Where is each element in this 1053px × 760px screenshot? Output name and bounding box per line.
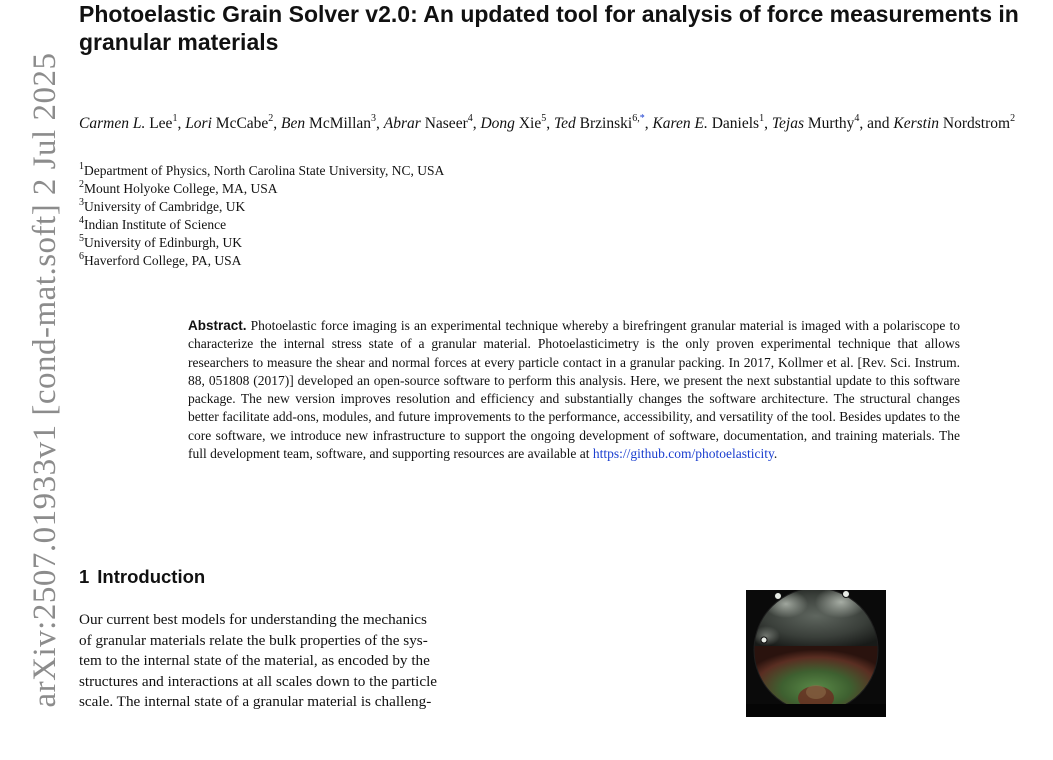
abstract [188,317,960,463]
intro-line: scale. The internal state of a granular material is challeng- [79,693,432,710]
author-family-name: Murthy [804,115,855,132]
affiliation-text: Haverford College, PA, USA [84,253,242,268]
author-given-name: Abrar [383,115,421,132]
corresponding-author-mark[interactable]: * [639,112,645,124]
affiliation-number: 5 [79,232,84,244]
author-affiliation-mark: 6, [632,112,640,124]
author-given-name: Carmen L. [79,115,146,132]
affiliation-text: University of Edinburgh, UK [84,235,242,250]
affiliation-number: 3 [79,196,84,208]
author [281,112,377,132]
author-family-name: Daniels [707,115,760,132]
author [652,112,765,132]
author [383,112,473,132]
affiliation-text: Department of Physics, North Carolina State University, NC, USA [84,163,445,178]
affiliation-number: 2 [79,178,84,190]
affiliation-text: Indian Institute of Science [84,217,227,232]
author-affiliation-mark: 5 [541,112,547,124]
abstract-label: Abstract. [188,318,247,333]
abstract-text: Photoelastic force imaging is an experimental technique whereby a birefringent granular material is imaged with a polariscope to characterize the internal stress state of a granular material. Photoelasticimetry is the only proven experimental technique that allows researchers to measure the shear and normal forces at every particle contact in a granular packing. In 2017, Kollmer et al. [Rev. Sci. Instrum. 88, 051808 (2017)] developed an open-source software to perform this analysis. Here, we present the next substantial update to this software package. The new version improves resolution and efficiency and substantially changes the software architecture. The structural changes better facilitate add-ons, modules, and future improvements to the performance, accessibility, and versatility of the tool. Besides updates to the core software, we introduce new infrastructure to support the ongoing development of software, documentation, and training materials. The full development team, software, and supporting resources are available at [188,318,960,462]
github-link[interactable]: https://github.com/photoelasticity [592,446,774,462]
author-affiliation-mark: 1 [759,112,765,124]
affiliation-item [79,216,779,234]
author-family-name: McMillan [305,115,372,132]
author-given-name: Dong [480,115,515,132]
affiliation-list [79,162,779,270]
intro-line: of granular materials relate the bulk properties of the sys- [79,631,428,649]
author-affiliation-mark: 2 [1010,112,1016,124]
author [185,112,274,132]
section-title: Introduction [97,566,206,587]
affiliation-number: 4 [79,214,84,226]
author-given-name: Lori [185,115,212,132]
author-family-name: Brzinski [575,115,633,132]
author-affiliation-mark: 1 [172,112,178,124]
affiliation-item [79,162,779,180]
affiliation-item [79,234,779,252]
author [771,112,860,132]
author [79,112,178,132]
affiliation-item [79,198,779,216]
author-family-name: Nordstrom [939,115,1011,132]
author-affiliation-mark: 4 [467,112,473,124]
author [480,112,547,132]
affiliation-item [79,252,779,270]
author-given-name: Ted [553,115,576,132]
author [553,112,645,132]
author-family-name: Naseer [420,115,468,132]
section-number: 1 [79,566,90,587]
intro-paragraph [79,610,519,713]
author-list: Carmen L. Lee$^1$, Lori McCabe$^2$, Ben McMillan$^3$, Abrar Naseer$^4$, Dong Xie$^5$, Ted Brzinski$^{6,*}$, Karen E. Daniels$^1$, Tejas Murthy$^4$, and Kerstin Nordstrom$^2$ [79,112,1016,132]
photoelastic-disk-figure [746,590,886,717]
affiliation-item [79,180,779,198]
abstract-end: . [773,446,778,462]
affiliation-text: Mount Holyoke College, MA, USA [84,181,278,196]
author-affiliation-mark: 4 [854,112,860,124]
affiliation-text: University of Cambridge, UK [84,199,246,214]
intro-line: Our current best models for understanding the mechanics [79,611,427,628]
affiliation-number: 6 [79,250,84,262]
affiliation-number: 1 [79,160,84,172]
author-affiliation-mark: 3 [371,112,377,124]
paper-title: Photoelastic Grain Solver v2.0: An updated tool for analysis of force measurements in granular materials [79,1,1019,55]
arxiv-identifier: arXiv:2507.01933v1 [cond-mat.soft] 2 Jul 2025 [27,52,63,708]
author-affiliation-mark: 2 [268,112,274,124]
intro-line: structures and interactions at all scales down to the particle [79,672,438,690]
intro-line: tem to the internal state of the material, as encoded by the [79,652,430,669]
author-family-name: Xie [514,115,542,132]
author-given-name: Kerstin [893,115,940,132]
section-heading [79,565,205,589]
author-given-name: Tejas [771,115,804,132]
author-given-name: Ben [281,115,306,132]
and-word: and [867,115,894,132]
author-family-name: Lee [145,115,173,132]
author [893,112,1016,132]
author-given-name: Karen E. [652,115,708,132]
author-family-name: McCabe [211,115,269,132]
